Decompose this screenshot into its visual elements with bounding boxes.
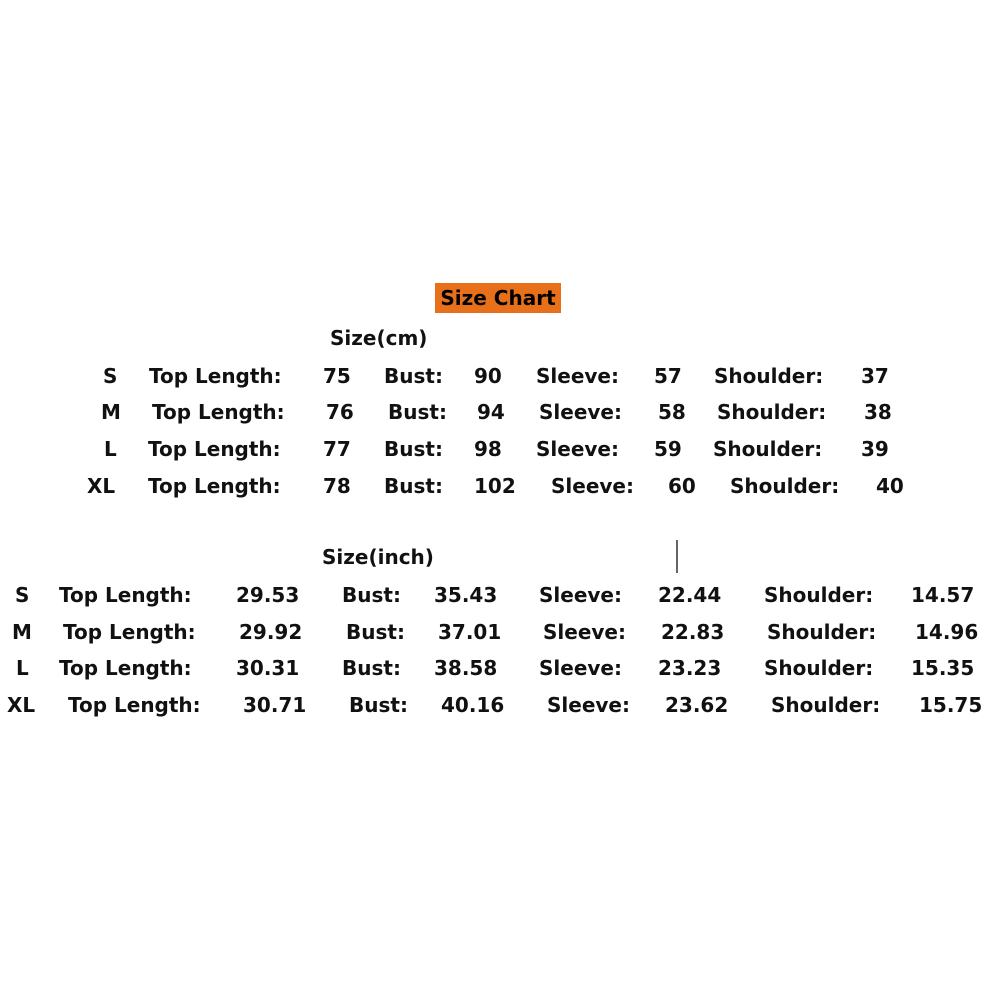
top-length-label: Top Length:	[59, 583, 192, 607]
shoulder-value: 38	[864, 400, 892, 424]
top-length-value: 75	[323, 364, 351, 388]
sleeve-label: Sleeve:	[547, 693, 630, 717]
shoulder-label: Shoulder:	[771, 693, 881, 717]
bust-label: Bust:	[342, 656, 401, 680]
top-length-label: Top Length:	[148, 437, 281, 461]
shoulder-label: Shoulder:	[713, 437, 823, 461]
top-length-label: Top Length:	[63, 620, 196, 644]
sleeve-value: 57	[654, 364, 682, 388]
top-length-label: Top Length:	[152, 400, 285, 424]
sleeve-value: 60	[668, 474, 696, 498]
bust-value: 38.58	[434, 656, 498, 680]
inch-row-xl	[0, 690, 1000, 720]
top-length-label: Top Length:	[149, 364, 282, 388]
text-cursor-mark	[676, 540, 678, 573]
top-length-label: Top Length:	[59, 656, 192, 680]
size-label: M	[12, 620, 32, 644]
cm-row-l	[0, 434, 1000, 464]
bust-value: 102	[474, 474, 516, 498]
top-length-value: 29.92	[239, 620, 303, 644]
cm-row-m	[0, 397, 1000, 427]
top-length-value: 76	[326, 400, 354, 424]
size-label: L	[16, 656, 29, 680]
shoulder-label: Shoulder:	[767, 620, 877, 644]
shoulder-label: Shoulder:	[717, 400, 827, 424]
sleeve-label: Sleeve:	[536, 364, 619, 388]
shoulder-label: Shoulder:	[764, 583, 874, 607]
shoulder-value: 14.57	[911, 583, 975, 607]
bust-label: Bust:	[384, 364, 443, 388]
bust-label: Bust:	[346, 620, 405, 644]
sleeve-value: 58	[658, 400, 686, 424]
shoulder-value: 39	[861, 437, 889, 461]
sleeve-value: 23.23	[658, 656, 722, 680]
bust-label: Bust:	[384, 437, 443, 461]
bust-label: Bust:	[342, 583, 401, 607]
size-label: M	[101, 400, 121, 424]
top-length-value: 30.31	[236, 656, 300, 680]
inch-section-heading: Size(inch)	[322, 545, 434, 569]
shoulder-value: 15.75	[919, 693, 983, 717]
top-length-label: Top Length:	[148, 474, 281, 498]
sleeve-value: 23.62	[665, 693, 729, 717]
sleeve-label: Sleeve:	[539, 400, 622, 424]
shoulder-value: 15.35	[911, 656, 975, 680]
sleeve-value: 59	[654, 437, 682, 461]
shoulder-label: Shoulder:	[714, 364, 824, 388]
bust-label: Bust:	[384, 474, 443, 498]
sleeve-label: Sleeve:	[543, 620, 626, 644]
sleeve-value: 22.44	[658, 583, 722, 607]
top-length-value: 78	[323, 474, 351, 498]
shoulder-label: Shoulder:	[764, 656, 874, 680]
bust-label: Bust:	[349, 693, 408, 717]
sleeve-label: Sleeve:	[551, 474, 634, 498]
cm-section-heading: Size(cm)	[330, 326, 428, 350]
shoulder-value: 37	[861, 364, 889, 388]
size-label: L	[104, 437, 117, 461]
inch-row-l	[0, 653, 1000, 683]
bust-value: 40.16	[441, 693, 505, 717]
shoulder-value: 14.96	[915, 620, 979, 644]
top-length-label: Top Length:	[68, 693, 201, 717]
size-label: S	[103, 364, 118, 388]
size-label: S	[15, 583, 30, 607]
cm-row-xl	[0, 471, 1000, 501]
bust-value: 94	[477, 400, 505, 424]
size-chart-title: Size Chart	[435, 283, 561, 313]
top-length-value: 77	[323, 437, 351, 461]
bust-value: 37.01	[438, 620, 502, 644]
sleeve-label: Sleeve:	[539, 583, 622, 607]
size-label: XL	[7, 693, 36, 717]
bust-label: Bust:	[388, 400, 447, 424]
cm-row-s	[0, 361, 1000, 391]
bust-value: 35.43	[434, 583, 498, 607]
top-length-value: 29.53	[236, 583, 300, 607]
shoulder-value: 40	[876, 474, 904, 498]
size-label: XL	[87, 474, 116, 498]
bust-value: 98	[474, 437, 502, 461]
sleeve-label: Sleeve:	[536, 437, 619, 461]
bust-value: 90	[474, 364, 502, 388]
sleeve-value: 22.83	[661, 620, 725, 644]
sleeve-label: Sleeve:	[539, 656, 622, 680]
shoulder-label: Shoulder:	[730, 474, 840, 498]
top-length-value: 30.71	[243, 693, 307, 717]
inch-row-s	[0, 580, 1000, 610]
inch-row-m	[0, 617, 1000, 647]
